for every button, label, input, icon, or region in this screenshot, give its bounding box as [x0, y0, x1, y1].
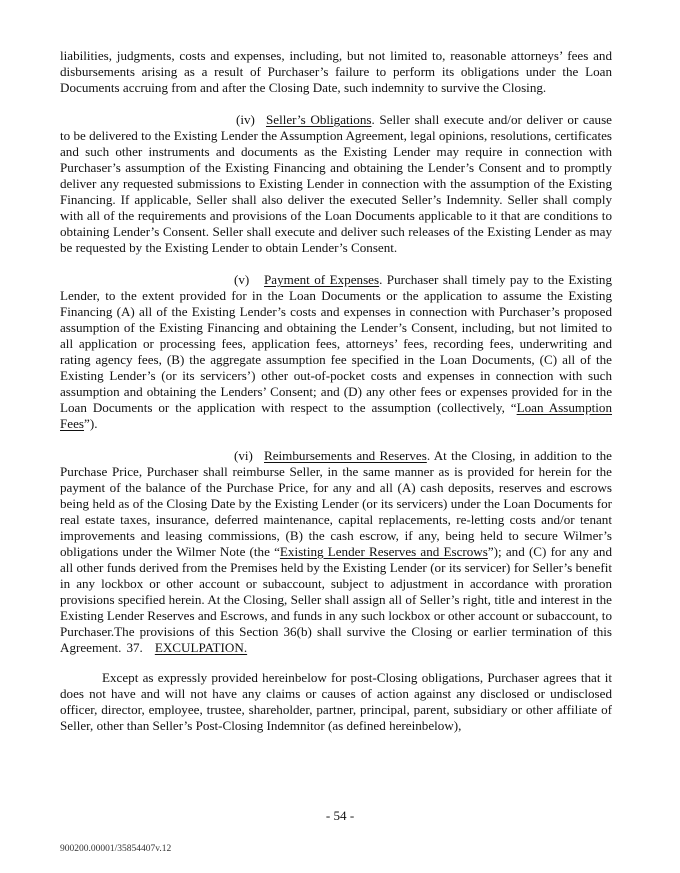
document-id: 900200.00001/35854407v.12	[60, 844, 172, 854]
section-v-end: ”).	[84, 416, 98, 431]
section-v-heading: Payment of Expenses	[264, 272, 380, 287]
section-iv-sellers-obligations	[60, 112, 612, 256]
section-37-number: 37.	[126, 640, 143, 655]
section-vi-heading: Reimbursements and Reserves	[264, 448, 427, 463]
section-iv-text: . Seller shall execute and/or deliver or cause to be delivered to the Existing Lender the Assumption Agreement, legal opinions, resolutions, certificates and such other instruments and documents as the Existing Lender may require in connection with Purchaser’s assumption of the Existing Financing and obtaining the Lender’s Consent and to promptly deliver any requested submissions to Existing Lender in connection with the assumption of the Existing Financing. If applicable, Seller shall also deliver the executed Seller’s Indemnity. Seller shall comply with all of the requirements and provisions of the Loan Documents applicable to it that are conditions to obtaining Lender’s Consent. Seller shall execute and deliver such releases of the Existing Lender as may be requested by the Existing Lender to obtain Lender’s Consent.	[60, 112, 612, 255]
section-iv-heading: Seller’s Obligations	[266, 112, 372, 127]
defined-term-loan-assumption-fees: Loan Assumption Fees	[60, 400, 613, 431]
section-v-number: (v)	[234, 272, 250, 287]
section-37-heading: EXCULPATION.	[154, 640, 248, 655]
defined-term-existing-lender-reserves: Existing Lender Reserves and Escrows	[279, 544, 488, 559]
section-v-payment-of-expenses	[60, 272, 612, 432]
paragraph-indemnity-continuation: liabilities, judgments, costs and expenses, including, but not limited to, reasonable attorneys’ fees and disbursements arising as a result of Purchaser’s failure to perform its obligations under the Loan Documents accruing from and after the Closing Date, such indemnity to survive the Closing.	[60, 48, 612, 95]
section-iv-number: (iv)	[236, 112, 255, 127]
document-body	[60, 48, 612, 750]
section-v-text: . Purchaser shall timely pay to the Existing Lender, to the extent provided for in the Loan Documents or the application to assume the Existing Financing (A) all of the Existing Lender’s costs and expenses in connection with Purchaser’s proposed assumption of the Existing Financing and obtaining the Lender’s Consent, including, but not limited to all application or processing fees, application fees, attorneys’ fees, recording fees, underwriting and rating agency fees, (B) the aggregate assumption fee specified in the Loan Documents, (C) all of the Existing Lender’s (or its servicers’) other out-of-pocket costs and expenses in connection with such assumption and obtaining the Lenders’ Consent; and (D) any other fees or expenses provided for in the Loan Documents or the application with respect to the assumption (collectively, “	[60, 272, 612, 415]
section-vi-text-a: . At the Closing, in addition to the Purchase Price, Purchaser shall reimburse Seller, in the same manner as is provided for herein for the payment of the balance of the Purchase Price, for any and all (A) cash deposits, reserves and escrows being held as of the Closing Date by the Existing Lender (or its servicers) under the Loan Documents for real estate taxes, insurance, deferred maintenance, capital replacements, re-letting costs and/or tenant improvements and leasing commissions, (B) the cash escrow, if any, being held to secure Wilmer’s obligations under the Wilmer Note (the “	[60, 448, 612, 559]
section-vi-text-b: ”); and (C) for any and all other funds derived from the Premises held by the Existing Lender (or its servicer) for Seller’s benefit in any lockbox or other account or subaccount, subject to adjustment in accordance with proration provisions specified herein. At the Closing, Seller shall assign all of Seller’s right, title and interest in the Existing Lender Reserves and Escrows, and funds in any such lockbox or other account or subaccount, to Purchaser.The provisions of this Section 36(b) shall survive the Closing or earlier termination of this Agreement.	[60, 544, 612, 655]
section-vi-reimbursements-and-reserves	[60, 448, 612, 656]
section-vi-number: (vi)	[234, 448, 253, 463]
page-number: - 54 -	[325, 808, 355, 823]
paragraph-exculpation-text: Except as expressly provided hereinbelow for post-Closing obligations, Purchaser agrees that it does not have and will not have any claims or causes of action against any disclosed or undisclosed officer, director, employee, trustee, shareholder, partner, principal, parent, subsidiary or other affiliate of Seller, other than Seller’s Post-Closing Indemnitor (as defined hereinbelow),	[60, 670, 612, 733]
paragraph-exculpation	[60, 670, 612, 734]
